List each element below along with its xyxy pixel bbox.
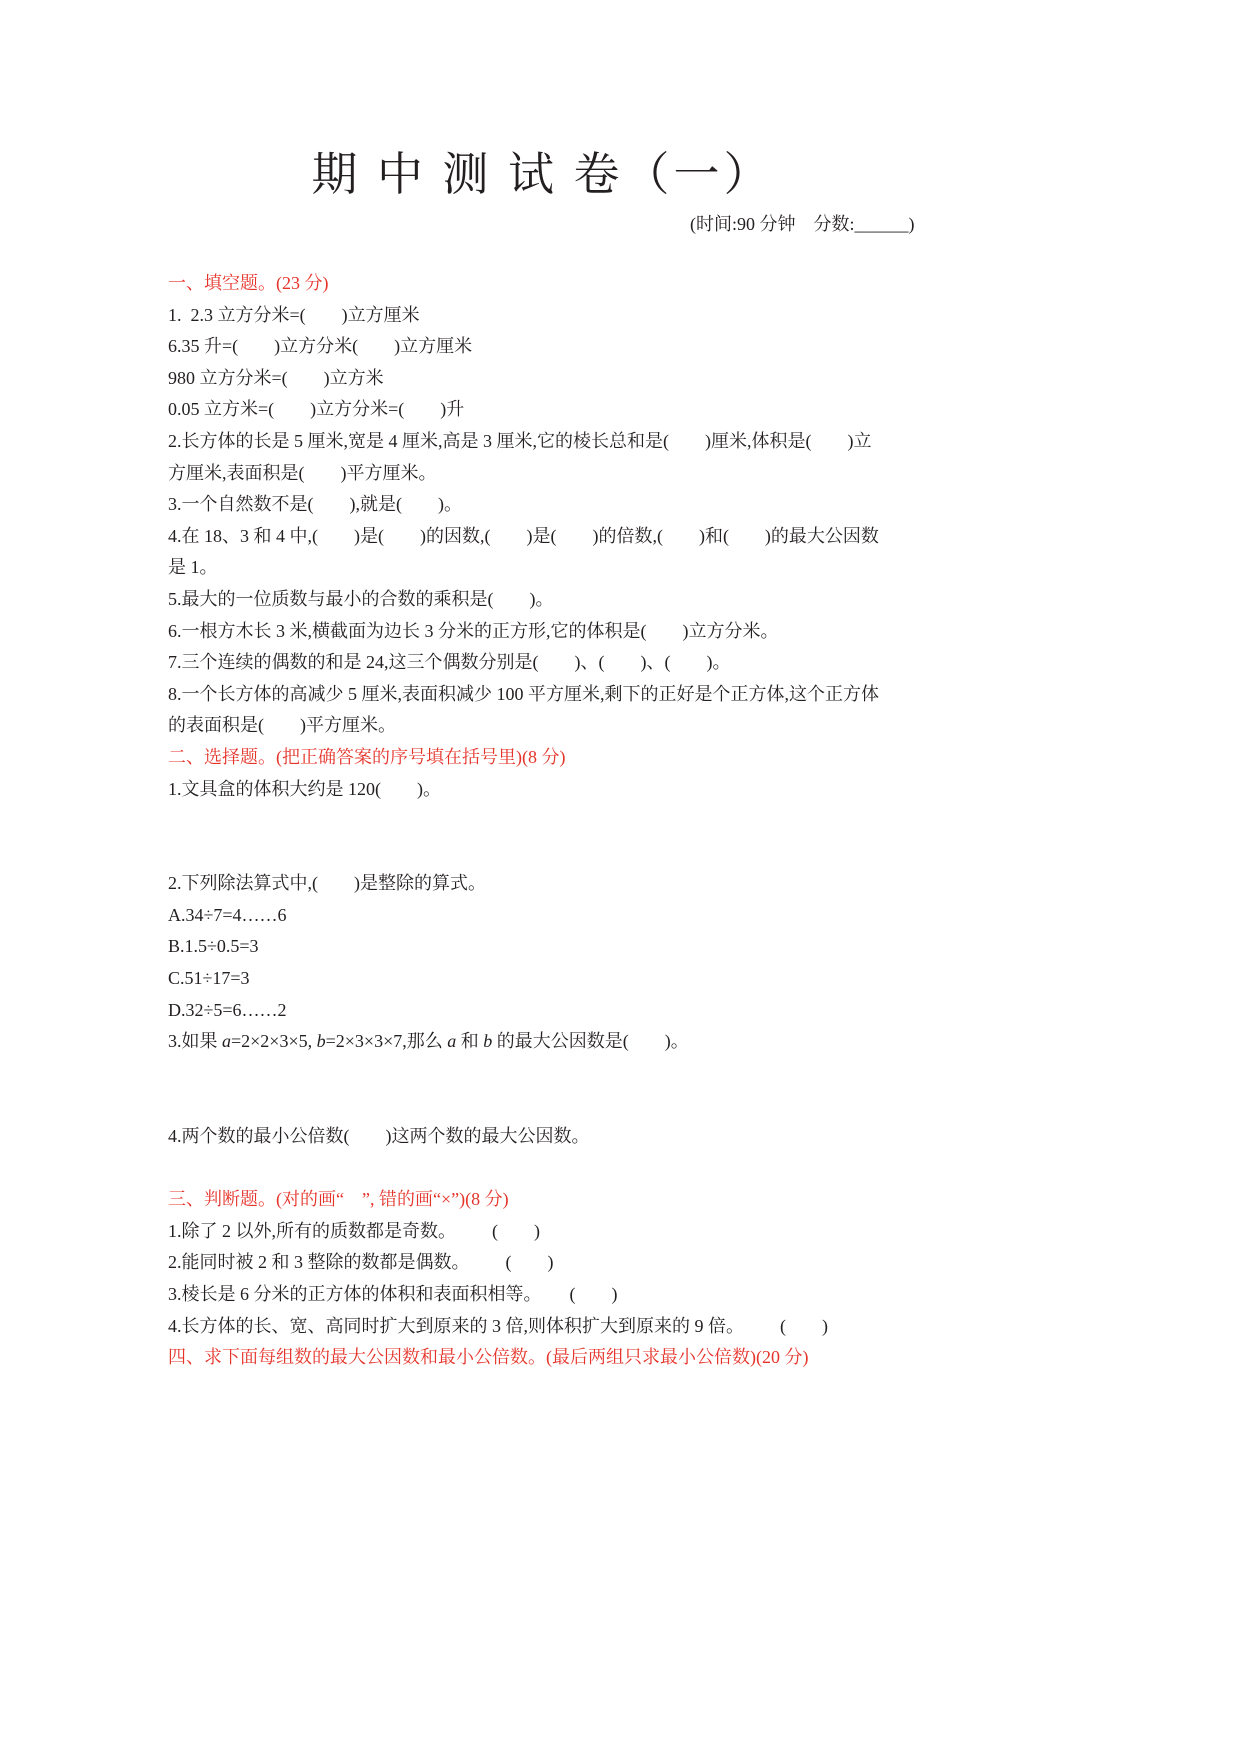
judgment-answer-blank: ( ) xyxy=(780,1315,828,1336)
variable-a: a xyxy=(447,1031,457,1052)
choice-options-row xyxy=(168,837,958,869)
fill-blank-line: 0.05 立方米=( )立方分米=( )升 xyxy=(168,399,465,420)
fill-blank-line: 2.长方体的长是 5 厘米,宽是 4 厘米,高是 3 厘米,它的棱长总和是( )厘米,体积是( )立 xyxy=(168,430,872,451)
fill-blank-line: 方厘米,表面积是( )平方厘米。 xyxy=(168,462,437,483)
section-heading-fill-blank: 一、填空题。(23 分) xyxy=(168,273,329,293)
choice-question-2: 2.下列除法算式中,( )是整除的算式。 xyxy=(168,873,486,894)
variable-b: b xyxy=(316,1031,326,1052)
fill-blank-line: 8.一个长方体的高减少 5 厘米,表面积减少 100 平方厘米,剩下的正好是个正方体,这个正方体 xyxy=(168,683,879,704)
section-heading-judgment: 三、判断题。(对的画“ ”, 错的画“×”)(8 分) xyxy=(168,1189,509,1210)
choice-options-row xyxy=(168,1089,958,1121)
question-text: =2×3×3×7,那么 xyxy=(325,1031,448,1052)
choice-options-row xyxy=(168,1153,958,1185)
choice-options-row xyxy=(168,805,958,837)
question-text: 3.如果 xyxy=(168,1031,222,1052)
fill-blank-line: 3.一个自然数不是( ),就是( )。 xyxy=(168,494,462,515)
option-d: D.32÷5=6……2 xyxy=(168,999,287,1020)
choice-question-1: 1.文具盒的体积大约是 120( )。 xyxy=(168,778,441,799)
judgment-item xyxy=(168,1247,958,1279)
exam-meta: (时间:90 分钟 分数:______) xyxy=(690,214,915,234)
question-text: 的最大公因数是( )。 xyxy=(492,1031,689,1052)
fill-blank-line: 6.一根方木长 3 米,横截面为边长 3 分米的正方形,它的体积是( )立方分米。 xyxy=(168,620,779,641)
judgment-answer-blank: ( ) xyxy=(569,1284,618,1304)
option-c: C.51÷17=3 xyxy=(168,968,250,989)
judgment-statement: 3.棱长是 6 分米的正方体的体积和表面积相等。 xyxy=(168,1284,542,1304)
number-pairs-row xyxy=(168,1374,958,1406)
judgment-item xyxy=(168,1279,958,1311)
fill-blank-line: 980 立方分米=( )立方米 xyxy=(168,367,384,388)
judgment-item xyxy=(168,1311,958,1343)
fill-blank-line: 1. 2.3 立方分米=( )立方厘米 xyxy=(168,304,420,325)
page-title: 期 中 测 试 卷（一） xyxy=(311,149,774,200)
fill-blank-line: 4.在 18、3 和 4 中,( )是( )的因数,( )是( )的倍数,( )和( )的最大公因数 xyxy=(168,525,879,546)
section-heading-choice: 二、选择题。(把正确答案的序号填在括号里)(8 分) xyxy=(168,746,566,767)
option-b: B.1.5÷0.5=3 xyxy=(168,936,259,957)
judgment-item xyxy=(168,1216,958,1248)
judgment-statement: 2.能同时被 2 和 3 整除的数都是偶数。 xyxy=(168,1252,470,1273)
variable-b: b xyxy=(483,1031,493,1052)
question-text: 和 xyxy=(456,1031,484,1052)
question-text: =2×2×3×5, xyxy=(231,1031,317,1052)
judgment-statement: 4.长方体的长、宽、高同时扩大到原来的 3 倍,则体积扩大到原来的 9 倍。 xyxy=(168,1315,744,1336)
fill-blank-line: 6.35 升=( )立方分米( )立方厘米 xyxy=(168,336,473,357)
judgment-answer-blank: ( ) xyxy=(492,1220,540,1241)
option-a: A.34÷7=4……6 xyxy=(168,904,287,925)
fill-blank-line: 7.三个连续的偶数的和是 24,这三个偶数分别是( )、( )、( )。 xyxy=(168,652,731,673)
judgment-statement: 1.除了 2 以外,所有的质数都是奇数。 xyxy=(168,1220,456,1241)
fill-blank-line: 是 1。 xyxy=(168,557,218,578)
fill-blank-line: 5.最大的一位质数与最小的合数的乘积是( )。 xyxy=(168,588,554,609)
variable-a: a xyxy=(222,1031,231,1052)
choice-question-3 xyxy=(168,1026,958,1058)
choice-options-row xyxy=(168,1058,958,1090)
section-heading-gcd-lcm: 四、求下面每组数的最大公因数和最小公倍数。(最后两组只求最小公倍数)(20 分) xyxy=(168,1347,809,1368)
choice-question-4: 4.两个数的最小公倍数( )这两个数的最大公因数。 xyxy=(168,1126,590,1147)
judgment-answer-blank: ( ) xyxy=(505,1252,554,1273)
fill-blank-line: 的表面积是( )平方厘米。 xyxy=(168,715,396,736)
exam-content xyxy=(168,268,958,1405)
